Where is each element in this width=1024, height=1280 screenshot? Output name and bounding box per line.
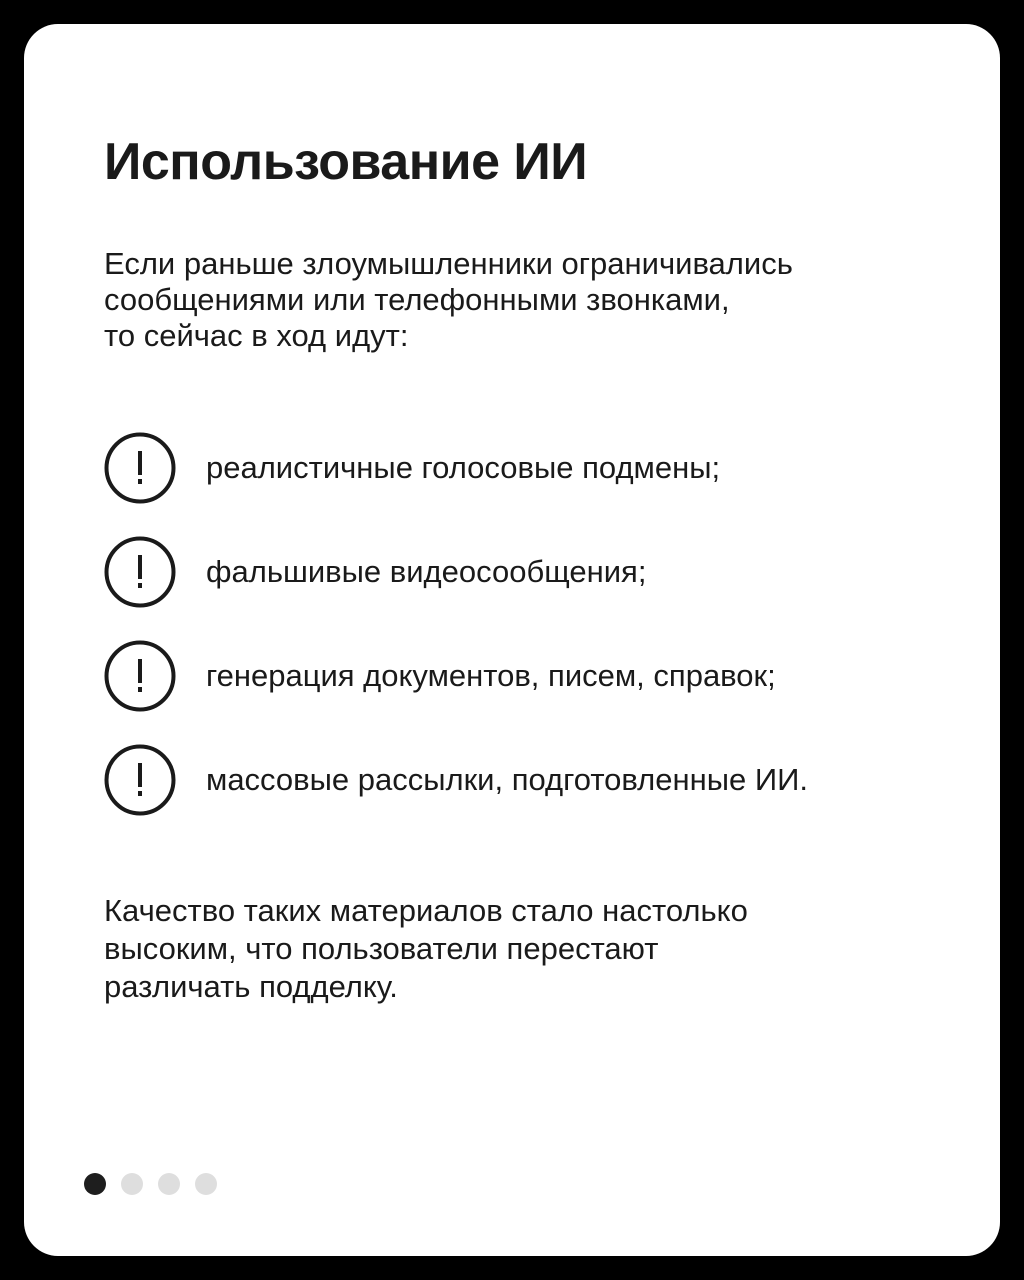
list-item xyxy=(104,534,964,610)
list-item xyxy=(104,430,964,506)
pagination-dot-3[interactable] xyxy=(158,1173,180,1195)
list-item-text: реалистичные голосовые подмены; xyxy=(206,450,721,485)
outro-line: высоким, что пользователи перестают xyxy=(104,931,659,966)
exclamation-circle-icon xyxy=(104,640,176,712)
intro-line: сообщениями или телефонными звонками, xyxy=(104,282,730,317)
intro-line: Если раньше злоумышленники ограничивались xyxy=(104,246,793,281)
pagination-dot-1[interactable] xyxy=(84,1173,106,1195)
pagination-dot-2[interactable] xyxy=(121,1173,143,1195)
slide-title: Использование ИИ xyxy=(104,133,588,191)
threat-list xyxy=(104,430,964,846)
exclamation-circle-icon xyxy=(104,744,176,816)
pagination-dots xyxy=(84,1173,232,1195)
pagination-dot-4[interactable] xyxy=(195,1173,217,1195)
intro-paragraph xyxy=(104,246,924,354)
outro-paragraph xyxy=(104,892,924,1006)
list-item-text: фальшивые видеосообщения; xyxy=(206,554,647,589)
list-item xyxy=(104,742,964,818)
exclamation-circle-icon xyxy=(104,432,176,504)
exclamation-circle-icon xyxy=(104,536,176,608)
list-item-text: генерация документов, писем, справок; xyxy=(206,658,776,693)
list-item-text: массовые рассылки, подготовленные ИИ. xyxy=(206,762,809,797)
list-item xyxy=(104,638,964,714)
intro-line: то сейчас в ход идут: xyxy=(104,318,409,353)
outro-line: Качество таких материалов стало настолько xyxy=(104,893,748,928)
outro-line: различать подделку. xyxy=(104,969,398,1004)
slide-card xyxy=(24,24,1000,1256)
